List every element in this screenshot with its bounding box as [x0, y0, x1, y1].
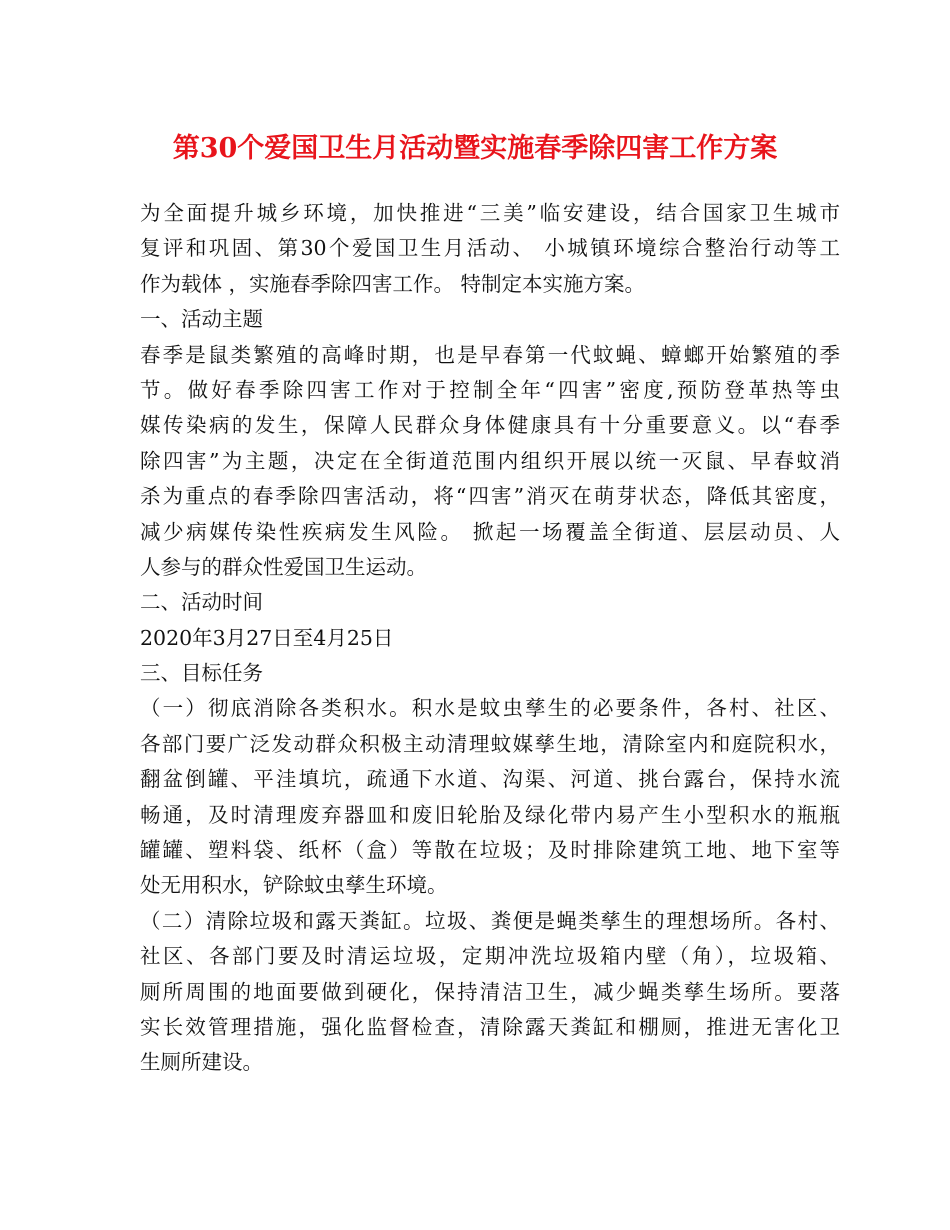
body-line: 畅通，及时清理废弃器皿和废旧轮胎及绿化带内易产生小型积水的瓶瓶 — [140, 802, 840, 827]
body-line: 社区、各部门要及时清运垃圾，定期冲洗垃圾箱内壁（角），垃圾箱、 — [140, 944, 840, 969]
body-line: 节。做好春季除四害工作对于控制全年“四害”密度,预防登革热等虫 — [140, 377, 840, 402]
body-line: （二）清除垃圾和露天粪缸。垃圾、粪便是蝇类孳生的理想场所。各村、 — [140, 908, 840, 933]
body-line: 作为载体 ，实施春季除四害工作。 特制定本实施方案。 — [140, 271, 646, 296]
document-body — [140, 196, 840, 1081]
body-line: 减少病媒传染性疾病发生风险。 掀起一场覆盖全街道、层层动员、人 — [140, 519, 840, 544]
body-line: 罐罐、塑料袋、纸杯（盒）等散在垃圾；及时排除建筑工地、地下室等 — [140, 838, 840, 863]
body-line: 处无用积水，铲除蚊虫孳生环境。 — [140, 873, 448, 898]
body-line: （一）彻底消除各类积水。积水是蚊虫孳生的必要条件，各村、社区、 — [140, 696, 840, 721]
body-line: 春季是鼠类繁殖的高峰时期，也是早春第一代蚊蝇、蟑螂开始繁殖的季 — [140, 342, 840, 367]
body-line: 为全面提升城乡环境，加快推进“三美”临安建设，结合国家卫生城市 — [140, 201, 840, 225]
body-line: 媒传染病的发生，保障人民群众身体健康具有十分重要意义。以“春季 — [140, 413, 840, 438]
body-line: 三、目标任务 — [140, 661, 263, 686]
body-line: 人参与的群众性爱国卫生运动。 — [140, 554, 427, 579]
body-line: 2020年3月27日至4月25日 — [140, 625, 394, 650]
body-line: 二、活动时间 — [140, 590, 263, 615]
body-line: 一、活动主题 — [140, 307, 263, 332]
body-line: 杀为重点的春季除四害活动，将“四害”消灭在萌芽状态，降低其密度， — [140, 484, 840, 509]
body-line: 生厕所建设。 — [140, 1050, 263, 1075]
document-title: 第30个爱国卫生月活动暨实施春季除四害工作方案 — [172, 133, 778, 164]
body-line: 翻盆倒罐、平洼填坑，疏通下水道、沟渠、河道、挑台露台，保持水流 — [140, 767, 840, 792]
body-line: 厕所周围的地面要做到硬化，保持清洁卫生，减少蝇类孳生场所。要落 — [140, 979, 840, 1004]
body-line: 除四害”为主题，决定在全街道范围内组织开展以统一灭鼠、早春蚊消 — [140, 448, 840, 473]
body-line: 各部门要广泛发动群众积极主动清理蚊媒孳生地，清除室内和庭院积水， — [140, 731, 840, 756]
body-line: 复评和巩固、第30个爱国卫生月活动、 小城镇环境综合整治行动等工 — [140, 236, 840, 261]
body-line: 实长效管理措施，强化监督检查，清除露天粪缸和棚厕，推进无害化卫 — [140, 1014, 840, 1039]
